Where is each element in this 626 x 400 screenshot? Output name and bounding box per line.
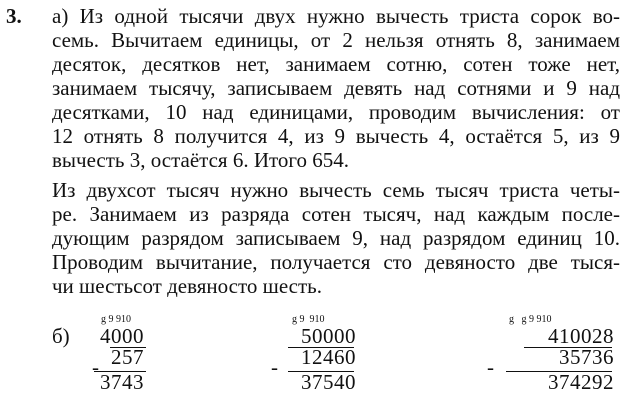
part-a-second-paragraph (52, 178, 620, 298)
text-line: семь. Вычитаем единицы, от 2 нельзя отнять 8, занимаем (52, 28, 620, 52)
column-subtraction-3 (484, 314, 624, 400)
text-line: вычесть 3, остаётся 6. Итого 654. (52, 148, 349, 172)
minus-sign: - (271, 355, 278, 379)
subtrahend: 257 (111, 345, 144, 369)
text-line: занимаем тысячу, записываем девять над сотнями и 9 над (52, 76, 620, 100)
underline-rule (288, 347, 354, 348)
text-line: 12 отнять 8 получится 4, из 9 вычесть 4, остаётся 5, из 9 (52, 124, 620, 148)
minuend: 410028 (548, 324, 614, 348)
column-subtraction-1 (88, 314, 158, 400)
carry-marks: g 9 910 (101, 314, 131, 325)
minus-sign: - (92, 355, 99, 379)
column-subtraction-2 (268, 314, 368, 400)
minuend: 4000 (100, 324, 144, 348)
text-line: чи шестьсот девяносто шесть. (52, 274, 322, 298)
minus-sign: - (487, 355, 494, 379)
text-line: а) Из одной тысячи двух нужно вычесть триста сорок во- (52, 4, 620, 28)
result: 374292 (548, 370, 614, 394)
problem-number: 3. (6, 4, 22, 28)
underline-rule (110, 347, 146, 348)
carry-marks: g 9 910 (292, 314, 325, 325)
minuend: 50000 (301, 324, 356, 348)
carry-marks: g g 9 910 (509, 314, 552, 325)
part-b-label: б) (52, 324, 70, 348)
result: 37540 (301, 370, 356, 394)
subtrahend: 35736 (559, 345, 614, 369)
part-a-paragraph (52, 4, 620, 172)
text-line: Из двухсот тысяч нужно вычесть семь тысяч триста четы- (52, 178, 620, 202)
underline-rule (524, 347, 612, 348)
text-line: Проводим вычитание, получается сто девяносто две тыся- (52, 250, 620, 274)
subtrahend: 12460 (301, 345, 356, 369)
result: 3743 (100, 370, 144, 394)
text-line: ре. Занимаем из разряда сотен тысяч, над каждым после- (52, 202, 620, 226)
text-line: десяток, десятков нет, занимаем сотню, сотен тоже нет, (52, 52, 620, 76)
text-line: десятками, 10 над единицами, проводим вычисления: от (52, 100, 620, 124)
text-line: дующим разрядом записываем 9, над разрядом единиц 10. (52, 226, 620, 250)
